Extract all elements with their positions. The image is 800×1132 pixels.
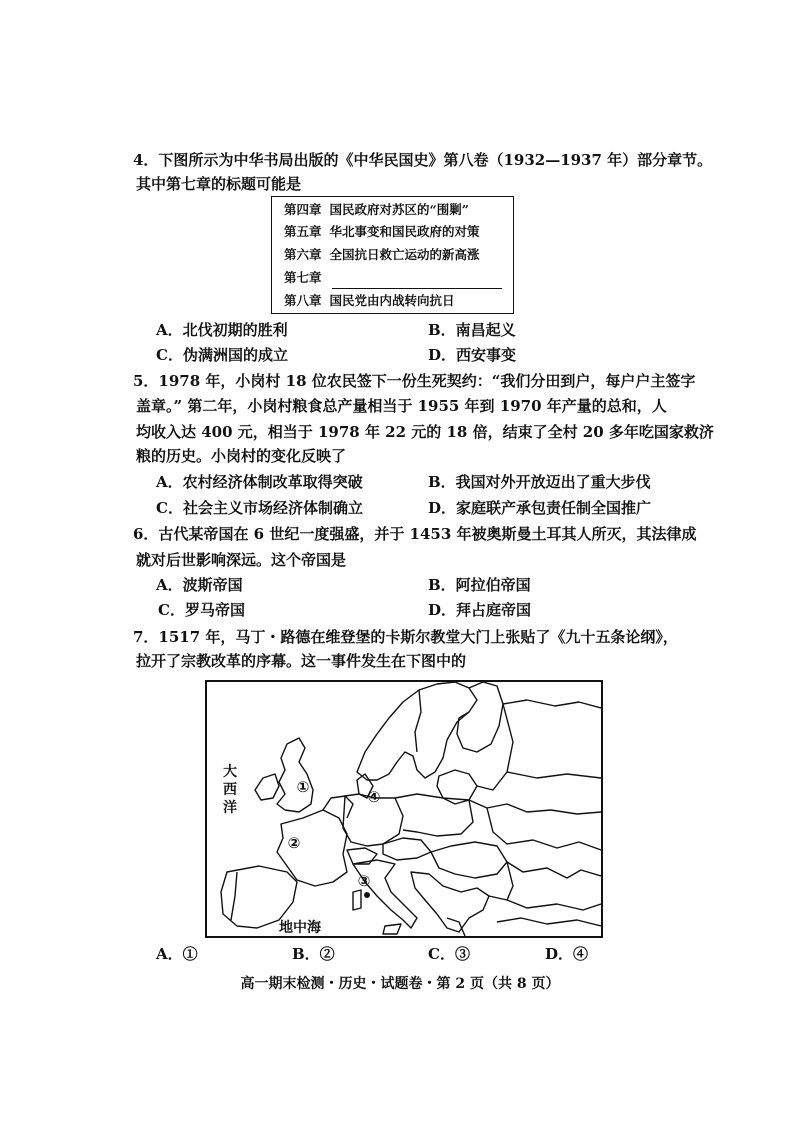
black-sea-coast [507, 862, 601, 910]
russia-west [477, 700, 601, 790]
czech-austria [383, 838, 431, 860]
sardinia [353, 890, 361, 910]
q6-option-a[interactable]: A．波斯帝国 [156, 576, 243, 594]
marker-1: ① [296, 778, 310, 796]
atlantic-label-2: 西 [223, 782, 237, 798]
q4-option-b[interactable]: B．南昌起义 [428, 321, 516, 339]
q6-option-c[interactable]: C．罗马帝国 [158, 601, 245, 619]
chapter-list-box [271, 196, 514, 314]
q6-stem-line1: 6．古代某帝国在 6 世纪一度强盛，并于 1453 年被奥斯曼土耳其人所灭，其法律成 [133, 525, 697, 543]
chapter-item [284, 224, 480, 240]
chapter-title: 国民党由内战转向抗日 [329, 293, 455, 308]
atlantic-label-1: 大 [223, 764, 237, 780]
page-footer: 高一期末检测・历史・试题卷・第 2 页（共 8 页） [240, 976, 560, 992]
q5-stem-line1: 5．1978 年，小岗村 18 位农民签下一份生死契约：“我们分田到户，每户户主签字 [133, 372, 696, 390]
sicily [383, 924, 401, 934]
chapter-item [284, 293, 455, 309]
chapter-item [284, 202, 469, 218]
benelux [323, 796, 353, 818]
poland-outline [395, 794, 473, 836]
iberia-outline [221, 866, 297, 928]
atlantic-label-3: 洋 [223, 800, 237, 816]
chapter-title: 华北事变和国民政府的对策 [329, 224, 480, 239]
q5-stem-line3: 均收入达 400 元，相当于 1978 年 22 元的 18 倍，结束了全村 20 多年吃国家救济 [136, 423, 714, 441]
chapter-label: 第五章 [284, 224, 322, 239]
mediterranean-label: 地中海 [279, 920, 321, 936]
chapter-label: 第六章 [284, 247, 322, 262]
q6-option-b[interactable]: B．阿拉伯帝国 [428, 576, 531, 594]
marker-4: ④ [367, 788, 381, 806]
q4-stem-line1: 4．下图所示为中华书局出版的《中华民国史》第八卷（1932—1937 年）部分章节。 [133, 151, 713, 169]
marker-2: ② [287, 834, 301, 852]
q7-stem-line2: 拉开了宗教改革的序幕。这一事件发生在下图中的 [136, 652, 467, 670]
q5-option-b[interactable]: B．我国对外开放迈出了重大步伐 [428, 473, 651, 491]
marker-3: ③ [357, 872, 371, 890]
q7-option-c[interactable]: C．③ [428, 945, 470, 963]
belarus-ukraine [469, 800, 601, 850]
q6-option-d[interactable]: D．拜占庭帝国 [428, 601, 532, 619]
chapter-label: 第四章 [284, 202, 322, 217]
italy-outline [353, 860, 417, 928]
q5-option-d[interactable]: D．家庭联产承包责任制全国推广 [428, 499, 652, 517]
q5-stem-line2: 盖章。” 第二年，小岗村粮食总产量相当于 1955 年到 1970 年产量的总和，人 [136, 397, 667, 415]
scandinavia-outline [357, 682, 477, 780]
chapter-label: 第七章 [284, 270, 322, 285]
chapter-item-blank [284, 270, 322, 286]
ireland-outline [255, 774, 279, 800]
hungary-romania [431, 842, 507, 878]
q7-option-b[interactable]: B．② [292, 945, 335, 963]
q7-option-a[interactable]: A．① [156, 945, 198, 963]
europe-map-svg [207, 682, 601, 936]
q5-option-c[interactable]: C．社会主义市场经济体制确立 [156, 499, 363, 517]
switzerland-outline [347, 848, 377, 864]
chapter-label: 第八章 [284, 293, 322, 308]
q6-stem-line2: 就对后世影响深远。这个帝国是 [136, 551, 347, 569]
q4-option-a[interactable]: A．北伐初期的胜利 [156, 321, 288, 339]
europe-map [205, 680, 603, 938]
norway-sweden-border [415, 690, 421, 752]
chapter-item [284, 247, 480, 263]
q5-stem-line4: 粮的历史。小岗村的变化反映了 [136, 447, 347, 465]
q7-option-d[interactable]: D．④ [545, 945, 589, 963]
balkans-outline [411, 872, 489, 932]
q7-stem-line1: 7．1517 年，马丁・路德在维登堡的卡斯尔教堂大门上张贴了《九十五条论纲》， [133, 628, 678, 646]
q5-option-a[interactable]: A．农村经济体制改革取得突破 [156, 473, 363, 491]
turkey-coast [489, 896, 601, 926]
chapter-title: 国民政府对苏区的“围剿” [329, 202, 469, 217]
great-britain-outline [277, 738, 313, 812]
portugal-border [231, 872, 237, 920]
q4-option-d[interactable]: D．西安事变 [428, 346, 517, 364]
chapter-blank-line [332, 288, 502, 289]
chapter-title: 全国抗日救亡运动的新高涨 [329, 247, 480, 262]
q4-stem-line2: 其中第七章的标题可能是 [136, 175, 302, 193]
island-dot [364, 892, 370, 898]
q4-option-c[interactable]: C．伪满洲国的成立 [156, 346, 288, 364]
